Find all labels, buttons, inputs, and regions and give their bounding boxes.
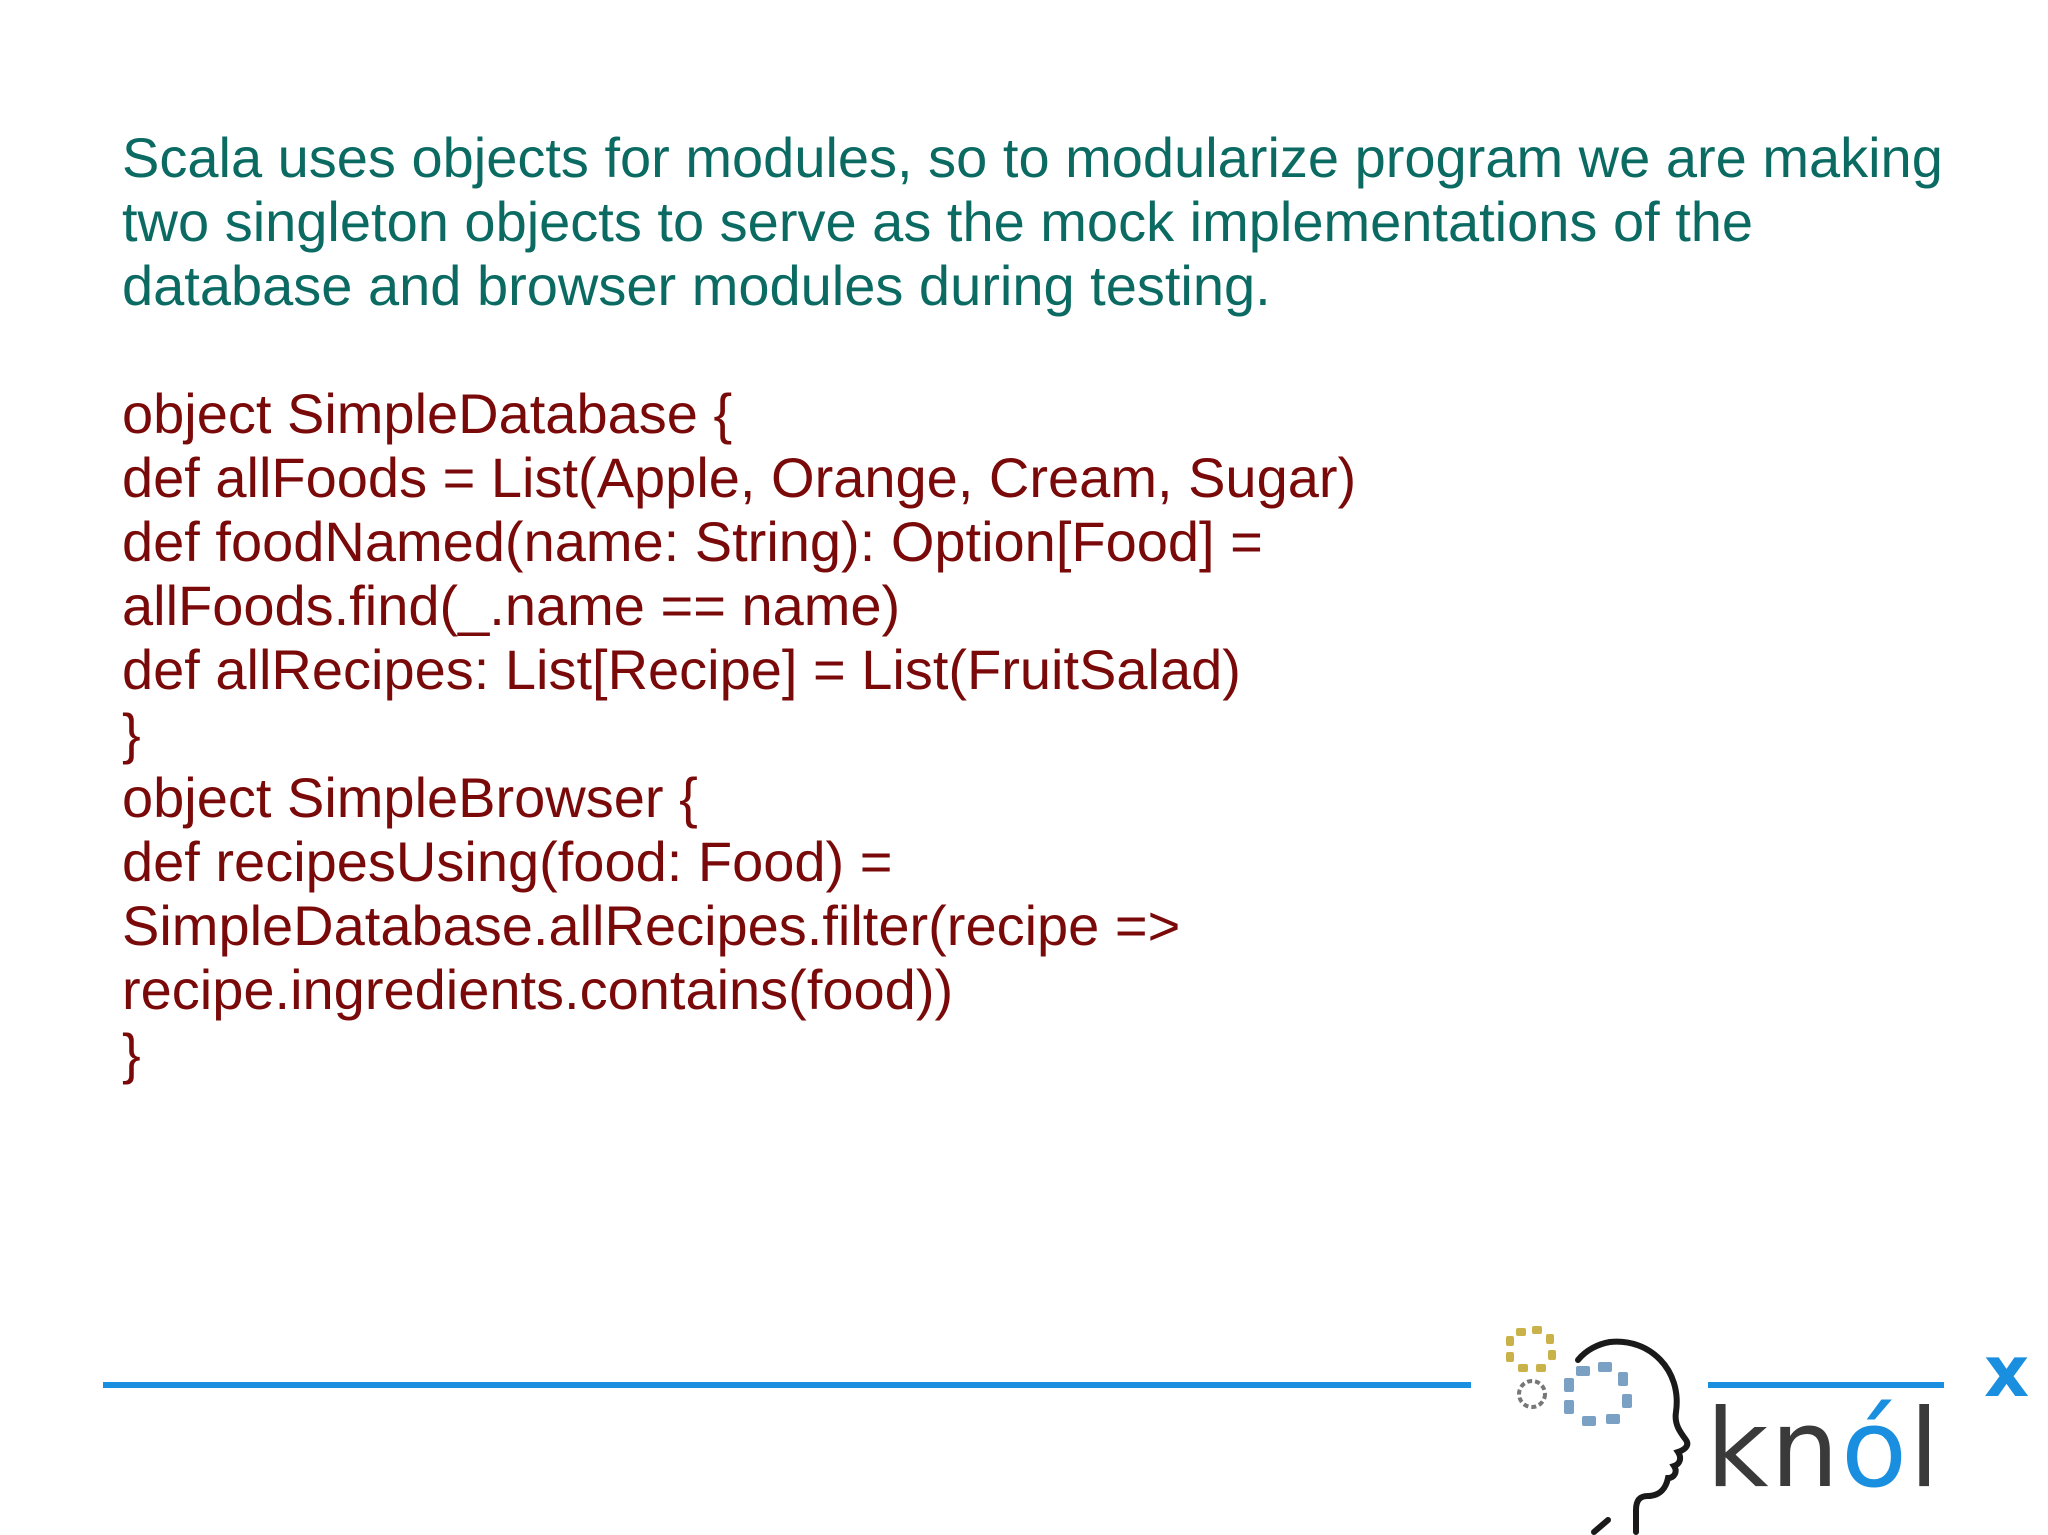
logo-wordmark — [1706, 1387, 1942, 1512]
logo-text-suffix: l — [1909, 1387, 1942, 1512]
intro-paragraph — [122, 126, 2002, 318]
head-gears-icon — [1490, 1320, 1710, 1535]
code-line: object SimpleBrowser { — [122, 766, 698, 829]
code-block — [122, 382, 1722, 1086]
knolx-logo — [1490, 1320, 2048, 1535]
intro-line: database and browser modules during testing. — [122, 254, 1271, 317]
logo-text-accent: ó — [1841, 1387, 1910, 1512]
footer-divider-left — [103, 1382, 1471, 1388]
logo-text-prefix: kn — [1706, 1387, 1841, 1512]
code-line: def recipesUsing(food: Food) = — [122, 830, 893, 893]
logo-superscript: x — [1984, 1331, 2030, 1413]
code-line: } — [122, 1022, 141, 1085]
code-line: allFoods.find(_.name == name) — [122, 574, 901, 637]
code-line: def allFoods = List(Apple, Orange, Cream, Sugar) — [122, 446, 1357, 509]
code-line: SimpleDatabase.allRecipes.filter(recipe => — [122, 894, 1181, 957]
code-line: } — [122, 702, 141, 765]
intro-line: two singleton objects to serve as the mock implementations of the — [122, 190, 1754, 253]
code-line: def foodNamed(name: String): Option[Food] = — [122, 510, 1263, 573]
intro-line: Scala uses objects for modules, so to modularize program we are making — [122, 126, 1943, 189]
code-line: recipe.ingredients.contains(food)) — [122, 958, 954, 1021]
code-line: def allRecipes: List[Recipe] = List(FruitSalad) — [122, 638, 1241, 701]
code-line: object SimpleDatabase { — [122, 382, 733, 445]
